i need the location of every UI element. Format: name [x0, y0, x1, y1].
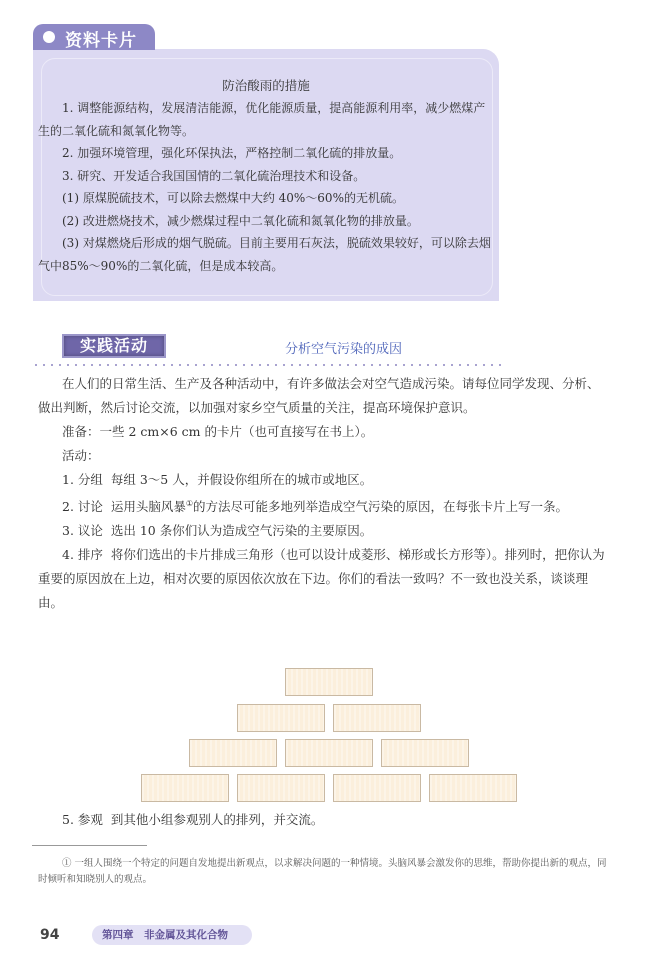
info-card-tab-label: 资料卡片 [65, 31, 137, 51]
pyramid-card [141, 774, 229, 802]
pyramid-card [333, 704, 421, 732]
step-1: 1. 分组 每组 3～5 人，并假设你组所在的城市或地区。 [62, 472, 373, 487]
step-2: 2. 讨论 运用头脑风暴①的方法尽可能多地列举造成空气污染的原因，在每张卡片上写一条。 [62, 499, 569, 515]
info-paragraph: (1) 原煤脱硫技术，可以除去燃煤中大约 40%～60%的无机硫。 [62, 191, 404, 205]
info-paragraph: (3) 对煤燃烧后形成的烟气脱硫。目前主要用石灰法，脱硫效果较好，可以除去烟气中85%～90%的二氧化硫，但是成本较高。 [38, 236, 491, 273]
footnote: ① 一组人围绕一个特定的问题自发地提出新观点，以求解决问题的一种情境。头脑风暴会激发你的思维，帮助你提出新的观点，同时倾听和知晓别人的观点。 [38, 858, 607, 885]
footnote-divider [32, 845, 147, 846]
pyramid-card [285, 668, 373, 696]
info-paragraph: 3. 研究、开发适合我国国情的二氧化硫治理技术和设备。 [62, 168, 366, 183]
info-card-tab [33, 24, 155, 50]
info-paragraph: 1. 调整能源结构，发展清洁能源，优化能源质量，提高能源利用率，减少燃煤产生的二氧化硫和氮氧化物等。 [38, 101, 486, 138]
pyramid-card [381, 739, 469, 767]
step-3: 3. 议论 选出 10 条你们认为造成空气污染的主要原因。 [62, 523, 373, 539]
step-4: 4. 排序 将你们选出的卡片排成三角形（也可以设计成菱形、梯形或长方形等）。排列时，把你认为重要的原因放在上边，相对次要的原因依次放在下边。你们的看法一致吗？不一致也没关系，谈谈理由。 [38, 547, 605, 611]
pyramid-card [237, 704, 325, 732]
info-paragraph: 2. 加强环境管理，强化环保执法，严格控制二氧化硫的排放量。 [62, 146, 402, 160]
chapter-label: 第四章 非金属及其化合物 [92, 925, 252, 945]
info-card-body [38, 97, 494, 277]
step-5: 5. 参观 到其他小组参观别人的排列，并交流。 [62, 812, 324, 827]
dotted-divider [32, 364, 502, 366]
pyramid-card [189, 739, 277, 767]
activity-title: 分析空气污染的成因 [285, 342, 403, 357]
activity-badge: 实践活动 [62, 334, 166, 358]
info-paragraph: (2) 改进燃烧技术，减少燃煤过程中二氧化硫和氮氧化物的排放量。 [62, 213, 419, 228]
info-card-heading: 防治酸雨的措施 [222, 78, 310, 93]
circle-icon [43, 31, 55, 43]
pyramid-card [429, 774, 517, 802]
pyramid-card [333, 774, 421, 802]
activity-label: 活动： [62, 448, 100, 463]
activity-intro: 在人们的日常生活、生产及各种活动中，有许多做法会对空气造成污染。请每位同学发现、分析、做出判断，然后讨论交流，以加强对家乡空气质量的关注，提高环境保护意识。 [38, 376, 600, 415]
pyramid-card [237, 774, 325, 802]
activity-body [38, 372, 608, 615]
footnote-ref[interactable]: ① [185, 499, 194, 508]
pyramid-card [285, 739, 373, 767]
page-number: 94 [40, 927, 60, 943]
activity-prepare: 准备：一些 2 cm×6 cm 的卡片（也可直接写在书上）。 [62, 424, 374, 439]
